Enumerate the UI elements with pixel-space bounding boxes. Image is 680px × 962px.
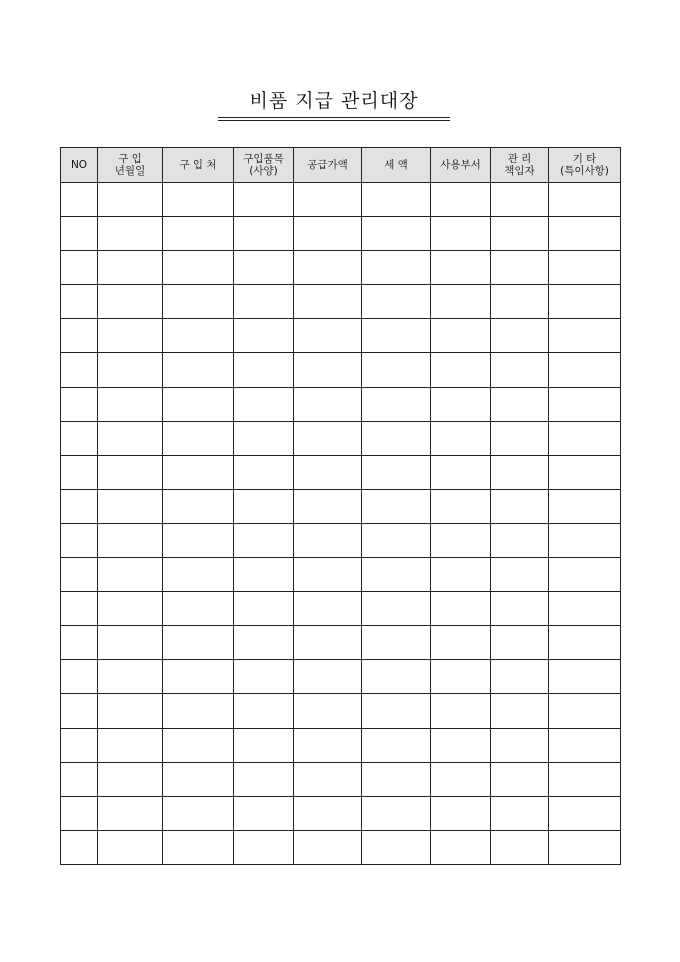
table-row <box>61 183 621 217</box>
table-cell[interactable] <box>549 523 621 557</box>
table-row <box>61 694 621 728</box>
table-cell[interactable] <box>431 728 491 762</box>
table-cell[interactable] <box>61 285 98 319</box>
table-cell[interactable] <box>234 830 294 864</box>
table-cell[interactable] <box>234 353 294 387</box>
table-cell[interactable] <box>294 353 362 387</box>
table-row <box>61 762 621 796</box>
table-cell[interactable] <box>362 251 431 285</box>
table-cell[interactable] <box>431 455 491 489</box>
table-cell[interactable] <box>294 728 362 762</box>
table-cell[interactable] <box>491 455 549 489</box>
table-cell[interactable] <box>362 353 431 387</box>
table-cell[interactable] <box>61 558 98 592</box>
table-cell[interactable] <box>234 421 294 455</box>
table-row <box>61 523 621 557</box>
table-cell[interactable] <box>431 694 491 728</box>
table-cell[interactable] <box>98 523 163 557</box>
table-cell[interactable] <box>163 592 234 626</box>
table-cell[interactable] <box>163 319 234 353</box>
table-cell[interactable] <box>362 558 431 592</box>
table-cell[interactable] <box>234 523 294 557</box>
table-cell[interactable] <box>431 421 491 455</box>
table-cell[interactable] <box>549 251 621 285</box>
table-cell[interactable] <box>98 694 163 728</box>
table-cell[interactable] <box>163 762 234 796</box>
table-cell[interactable] <box>163 523 234 557</box>
table-cell[interactable] <box>431 251 491 285</box>
table-cell[interactable] <box>431 558 491 592</box>
table-cell[interactable] <box>61 626 98 660</box>
table-cell[interactable] <box>234 626 294 660</box>
col-header-supply-price: 공급가액 <box>294 148 362 183</box>
table-cell[interactable] <box>491 387 549 421</box>
table-cell[interactable] <box>98 455 163 489</box>
table-cell[interactable] <box>362 387 431 421</box>
table-cell[interactable] <box>61 728 98 762</box>
table-cell[interactable] <box>362 626 431 660</box>
table-cell[interactable] <box>362 319 431 353</box>
table-cell[interactable] <box>163 183 234 217</box>
table-cell[interactable] <box>294 660 362 694</box>
table-cell[interactable] <box>431 626 491 660</box>
table-cell[interactable] <box>362 183 431 217</box>
table-cell[interactable] <box>98 251 163 285</box>
table-cell[interactable] <box>294 830 362 864</box>
table-cell[interactable] <box>98 183 163 217</box>
table-cell[interactable] <box>163 489 234 523</box>
table-cell[interactable] <box>491 421 549 455</box>
table-cell[interactable] <box>549 421 621 455</box>
col-header-manager: 관 리 책임자 <box>491 148 549 183</box>
table-cell[interactable] <box>362 830 431 864</box>
table-cell[interactable] <box>163 285 234 319</box>
table-cell[interactable] <box>491 728 549 762</box>
table-cell[interactable] <box>549 728 621 762</box>
table-cell[interactable] <box>549 592 621 626</box>
table-cell[interactable] <box>362 592 431 626</box>
table-cell[interactable] <box>362 523 431 557</box>
table-cell[interactable] <box>61 217 98 251</box>
table-cell[interactable] <box>362 796 431 830</box>
table-cell[interactable] <box>491 694 549 728</box>
table-cell[interactable] <box>163 455 234 489</box>
table-cell[interactable] <box>98 353 163 387</box>
table-cell[interactable] <box>549 285 621 319</box>
table-row <box>61 592 621 626</box>
table-cell[interactable] <box>294 455 362 489</box>
table-cell[interactable] <box>234 387 294 421</box>
table-cell[interactable] <box>234 217 294 251</box>
table-cell[interactable] <box>431 387 491 421</box>
table-cell[interactable] <box>491 558 549 592</box>
table-cell[interactable] <box>491 489 549 523</box>
table-row <box>61 319 621 353</box>
table-cell[interactable] <box>431 489 491 523</box>
table-cell[interactable] <box>431 592 491 626</box>
table-cell[interactable] <box>294 421 362 455</box>
table-cell[interactable] <box>163 728 234 762</box>
table-cell[interactable] <box>98 592 163 626</box>
table-cell[interactable] <box>491 592 549 626</box>
table-cell[interactable] <box>294 558 362 592</box>
table-cell[interactable] <box>362 285 431 319</box>
table-cell[interactable] <box>294 183 362 217</box>
table-cell[interactable] <box>491 796 549 830</box>
table-cell[interactable] <box>491 319 549 353</box>
title-underline <box>218 120 450 121</box>
table-row <box>61 830 621 864</box>
table-row <box>61 660 621 694</box>
table-cell[interactable] <box>98 421 163 455</box>
table-cell[interactable] <box>549 217 621 251</box>
table-cell[interactable] <box>362 217 431 251</box>
table-cell[interactable] <box>61 319 98 353</box>
table-cell[interactable] <box>61 387 98 421</box>
col-header-remarks: 기 타 (특이사항) <box>549 148 621 183</box>
table-cell[interactable] <box>234 592 294 626</box>
table-row <box>61 796 621 830</box>
table-cell[interactable] <box>549 387 621 421</box>
table-cell[interactable] <box>98 217 163 251</box>
table-cell[interactable] <box>163 251 234 285</box>
table-cell[interactable] <box>549 796 621 830</box>
col-header-department: 사용부서 <box>431 148 491 183</box>
table-cell[interactable] <box>431 762 491 796</box>
table-cell[interactable] <box>549 183 621 217</box>
table-cell[interactable] <box>491 762 549 796</box>
table-cell[interactable] <box>491 353 549 387</box>
table-cell[interactable] <box>163 421 234 455</box>
table-cell[interactable] <box>98 728 163 762</box>
table-cell[interactable] <box>98 762 163 796</box>
table-cell[interactable] <box>61 660 98 694</box>
table-cell[interactable] <box>61 694 98 728</box>
col-header-no: NO <box>61 148 98 183</box>
table-cell[interactable] <box>234 558 294 592</box>
table-cell[interactable] <box>98 660 163 694</box>
table-cell[interactable] <box>234 183 294 217</box>
table-cell[interactable] <box>431 523 491 557</box>
table-cell[interactable] <box>163 660 234 694</box>
table-cell[interactable] <box>549 762 621 796</box>
table-cell[interactable] <box>294 387 362 421</box>
table-cell[interactable] <box>61 183 98 217</box>
table-cell[interactable] <box>294 592 362 626</box>
table-row <box>61 217 621 251</box>
table-cell[interactable] <box>234 489 294 523</box>
table-cell[interactable] <box>431 217 491 251</box>
table-cell[interactable] <box>61 523 98 557</box>
table-cell[interactable] <box>98 626 163 660</box>
table-cell[interactable] <box>431 319 491 353</box>
table-cell[interactable] <box>549 558 621 592</box>
table-cell[interactable] <box>294 626 362 660</box>
table-cell[interactable] <box>491 251 549 285</box>
table-cell[interactable] <box>294 489 362 523</box>
table-cell[interactable] <box>234 660 294 694</box>
table-row <box>61 728 621 762</box>
table-cell[interactable] <box>61 353 98 387</box>
table-cell[interactable] <box>61 796 98 830</box>
table-cell[interactable] <box>491 626 549 660</box>
table-row <box>61 285 621 319</box>
table-cell[interactable] <box>98 489 163 523</box>
table-cell[interactable] <box>234 728 294 762</box>
table-cell[interactable] <box>549 353 621 387</box>
col-header-item: 구입품목 (사양) <box>234 148 294 183</box>
table-cell[interactable] <box>163 796 234 830</box>
table-cell[interactable] <box>163 830 234 864</box>
table-cell[interactable] <box>431 353 491 387</box>
table-row <box>61 421 621 455</box>
table-cell[interactable] <box>362 660 431 694</box>
col-header-vendor: 구 입 처 <box>163 148 234 183</box>
table-cell[interactable] <box>234 694 294 728</box>
table-cell[interactable] <box>491 523 549 557</box>
table-cell[interactable] <box>163 387 234 421</box>
table-cell[interactable] <box>234 319 294 353</box>
table-cell[interactable] <box>294 285 362 319</box>
table-row <box>61 353 621 387</box>
document-title: 비품 지급 관리대장 <box>249 90 419 112</box>
table-cell[interactable] <box>294 251 362 285</box>
table-cell[interactable] <box>431 830 491 864</box>
ledger-table <box>60 147 621 865</box>
table-row <box>61 489 621 523</box>
table-cell[interactable] <box>98 558 163 592</box>
table-cell[interactable] <box>491 285 549 319</box>
document-header <box>218 88 450 121</box>
table-row <box>61 558 621 592</box>
table-cell[interactable] <box>362 455 431 489</box>
col-header-tax: 세 액 <box>362 148 431 183</box>
table-cell[interactable] <box>98 285 163 319</box>
table-cell[interactable] <box>294 217 362 251</box>
table-cell[interactable] <box>61 251 98 285</box>
table-cell[interactable] <box>163 217 234 251</box>
table-cell[interactable] <box>234 285 294 319</box>
table-cell[interactable] <box>294 523 362 557</box>
table-cell[interactable] <box>163 353 234 387</box>
table-cell[interactable] <box>61 421 98 455</box>
table-cell[interactable] <box>61 762 98 796</box>
table-cell[interactable] <box>549 830 621 864</box>
table-cell[interactable] <box>431 183 491 217</box>
ledger-body <box>61 183 621 865</box>
table-cell[interactable] <box>294 762 362 796</box>
table-cell[interactable] <box>362 421 431 455</box>
table-cell[interactable] <box>549 455 621 489</box>
table-cell[interactable] <box>549 626 621 660</box>
header-row <box>61 148 621 183</box>
table-cell[interactable] <box>362 728 431 762</box>
table-cell[interactable] <box>98 830 163 864</box>
table-cell[interactable] <box>294 694 362 728</box>
table-cell[interactable] <box>294 796 362 830</box>
table-cell[interactable] <box>549 489 621 523</box>
table-cell[interactable] <box>549 660 621 694</box>
table-cell[interactable] <box>362 694 431 728</box>
table-row <box>61 626 621 660</box>
table-cell[interactable] <box>491 217 549 251</box>
table-cell[interactable] <box>362 762 431 796</box>
table-cell[interactable] <box>98 387 163 421</box>
table-cell[interactable] <box>61 592 98 626</box>
table-cell[interactable] <box>61 455 98 489</box>
table-cell[interactable] <box>234 762 294 796</box>
table-cell[interactable] <box>61 830 98 864</box>
table-row <box>61 387 621 421</box>
table-cell[interactable] <box>98 796 163 830</box>
table-cell[interactable] <box>431 660 491 694</box>
col-header-purchase-date: 구 입 년월일 <box>98 148 163 183</box>
table-cell[interactable] <box>163 558 234 592</box>
table-cell[interactable] <box>163 626 234 660</box>
table-cell[interactable] <box>61 489 98 523</box>
title-underline <box>218 117 450 118</box>
table-cell[interactable] <box>491 183 549 217</box>
table-cell[interactable] <box>234 251 294 285</box>
table-cell[interactable] <box>234 796 294 830</box>
table-cell[interactable] <box>294 319 362 353</box>
table-cell[interactable] <box>234 455 294 489</box>
table-cell[interactable] <box>431 285 491 319</box>
table-row <box>61 251 621 285</box>
table-cell[interactable] <box>549 319 621 353</box>
table-cell[interactable] <box>431 796 491 830</box>
table-cell[interactable] <box>98 319 163 353</box>
table-cell[interactable] <box>549 694 621 728</box>
table-cell[interactable] <box>362 489 431 523</box>
table-cell[interactable] <box>491 660 549 694</box>
table-cell[interactable] <box>163 694 234 728</box>
table-cell[interactable] <box>491 830 549 864</box>
table-row <box>61 455 621 489</box>
